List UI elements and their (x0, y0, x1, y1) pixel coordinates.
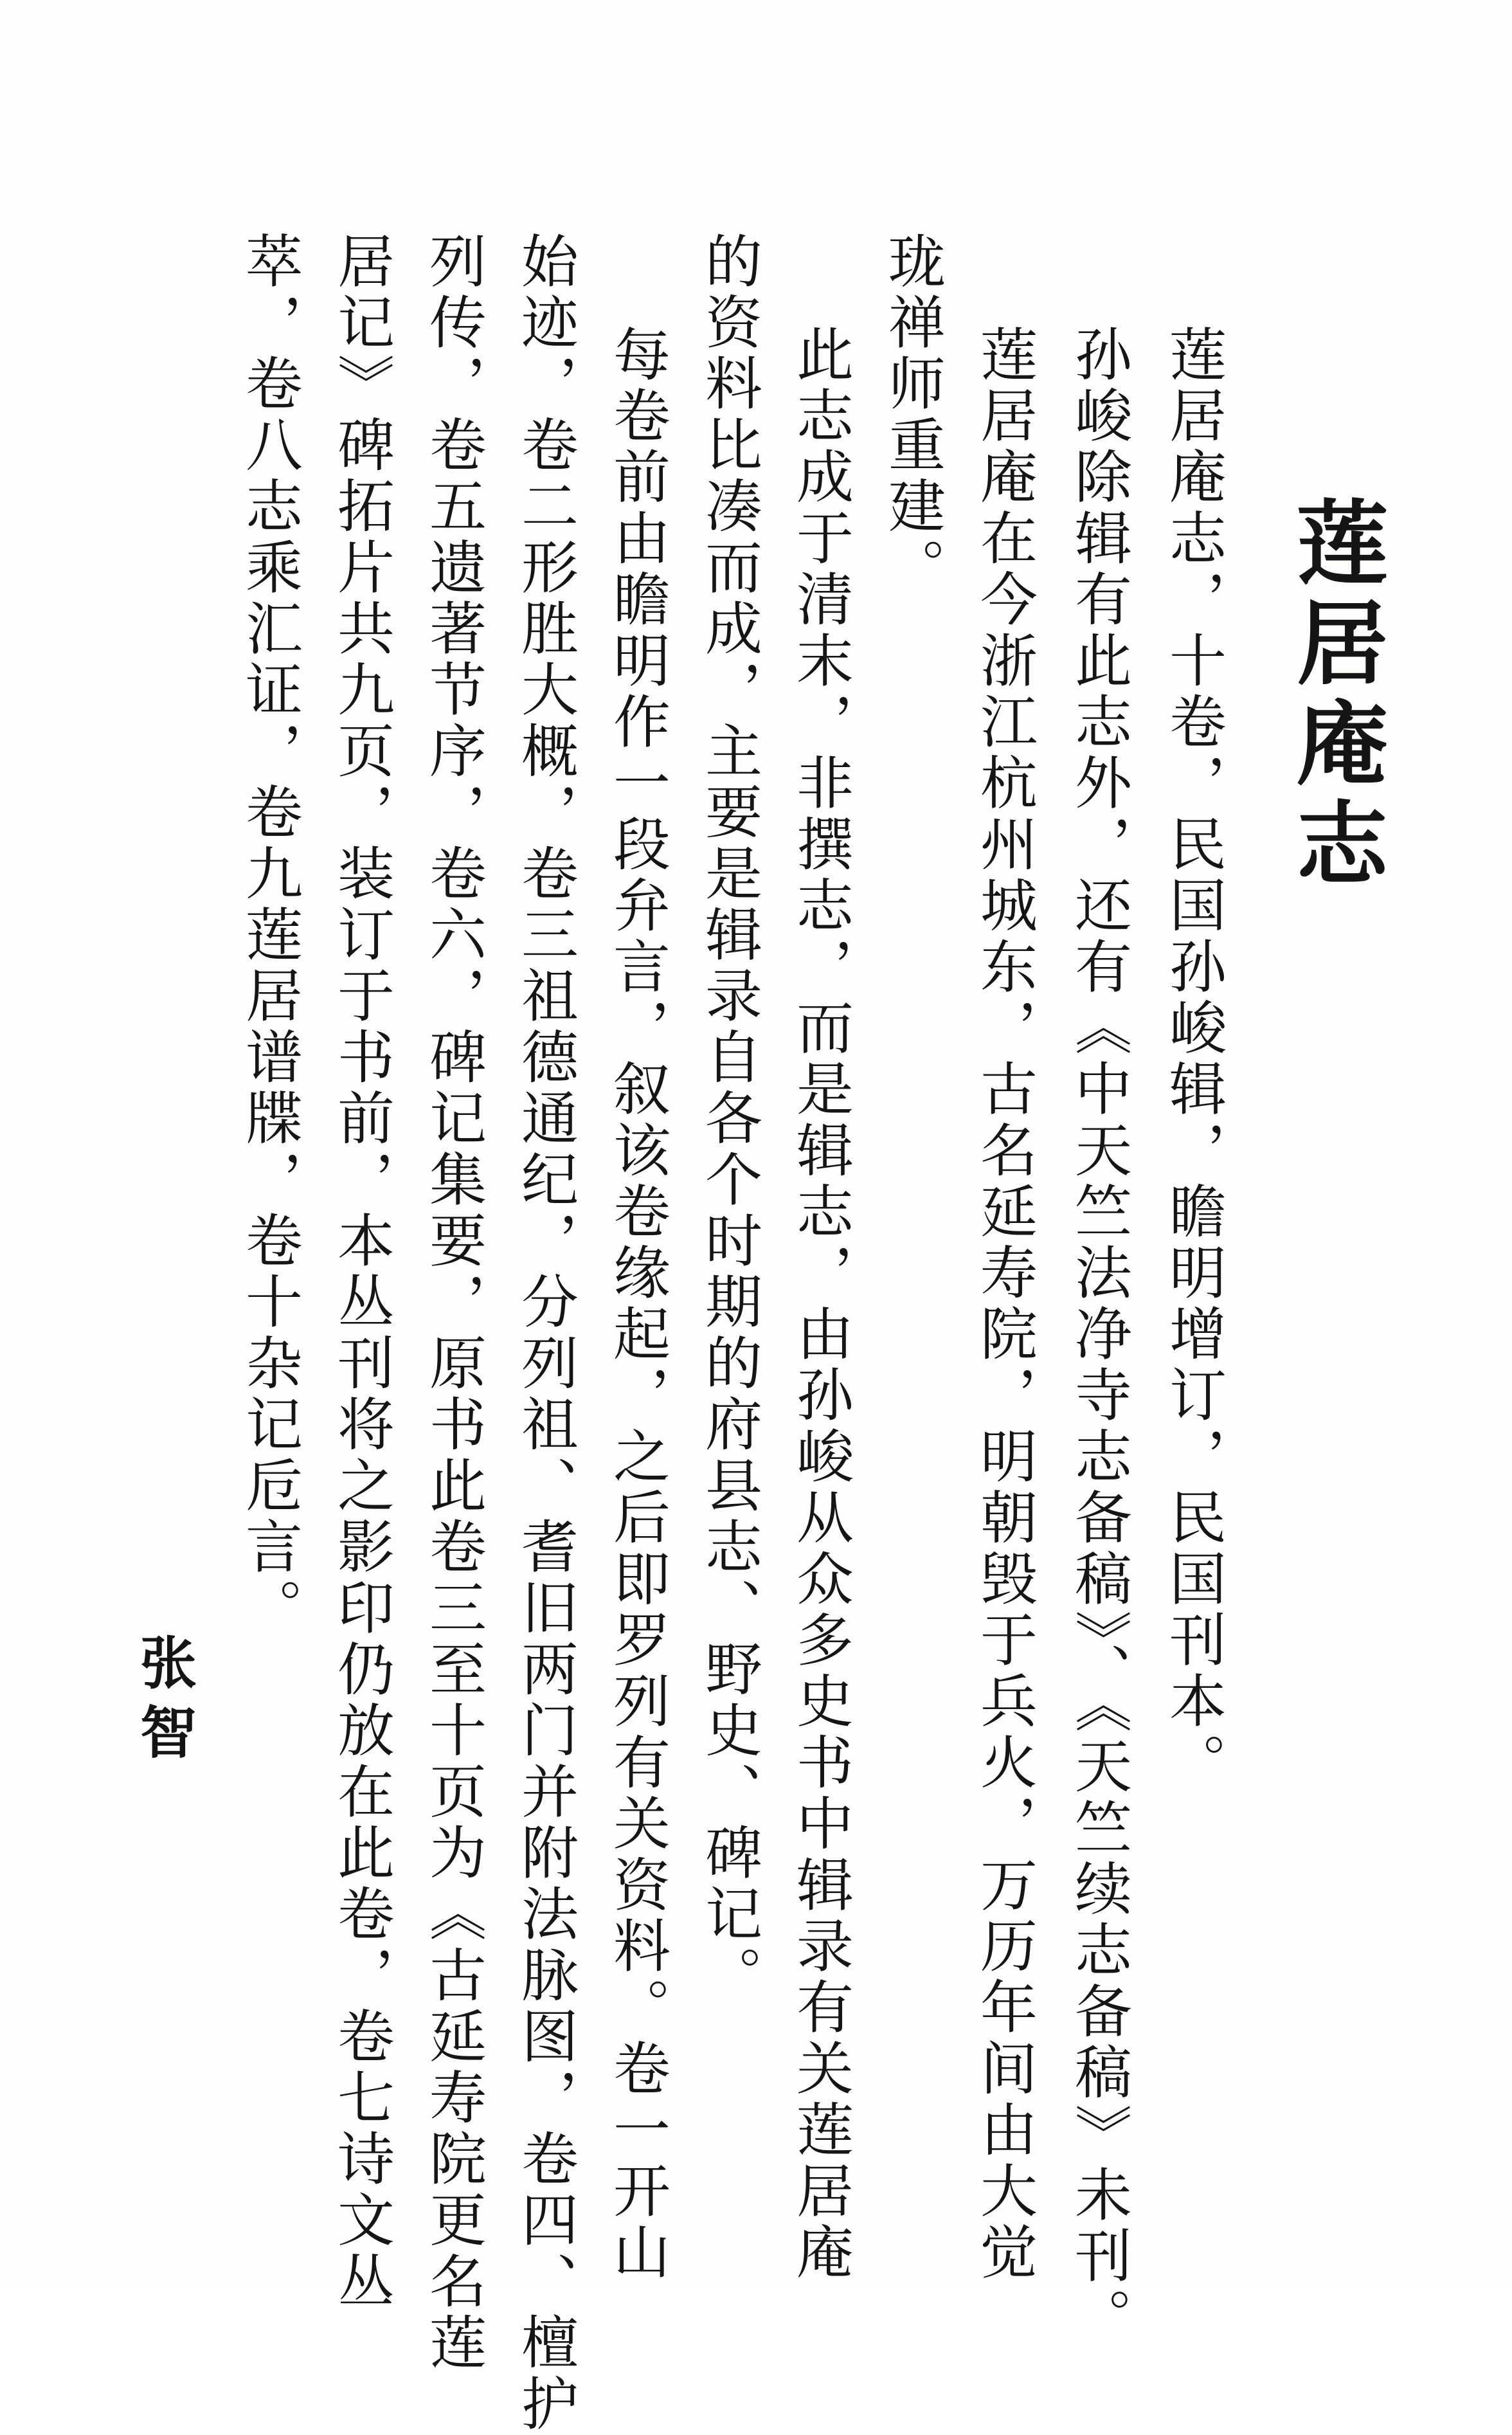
text-column-1: 莲居庵志，十卷，民国孙峻辑，瞻明增订，民国刊本。 (1160, 325, 1227, 1794)
author-name: 张智 (131, 1633, 198, 1772)
text-column-9: 列传，卷五遗著节序，卷六，碑记集要，原书此卷三至十页为《古延寿院更名莲 (420, 231, 487, 2374)
document-title: 莲居庵志 (1281, 495, 1388, 896)
text-column-2: 孙峻除辑有此志外，还有《中天竺法净寺志备稿》、《天竺续志备稿》未刊。 (1066, 325, 1133, 2349)
text-column-6: 的资料比凑而成，主要是辑录自各个时期的府县志、野史、碑记。 (696, 231, 763, 2007)
text-column-11: 萃，卷八志乘汇证，卷九莲居谱牒，卷十杂记卮言。 (237, 231, 303, 1640)
text-column-4: 珑禅师重建。 (879, 231, 946, 599)
text-column-7: 每卷前由瞻明作一段弁言，叙该卷缘起，之后即罗列有关资料。卷一开山 (604, 325, 671, 2284)
text-column-10: 居记》碑拓片共九页，装订于书前，本丛刊将之影印仍放在此卷，卷七诗文丛 (328, 231, 395, 2313)
text-column-3: 莲居庵在今浙江杭州城东，古名延寿院，明朝毁于兵火，万历年间由大觉 (971, 325, 1038, 2284)
text-column-8: 始迹，卷二形胜大概，卷三祖德通纪，分列祖、耆旧两门并附法脉图，卷四、檀护 (512, 231, 579, 2435)
text-column-5: 此志成于清末，非撰志，而是辑志，由孙峻从众多史书中辑录有关莲居庵 (788, 325, 854, 2284)
